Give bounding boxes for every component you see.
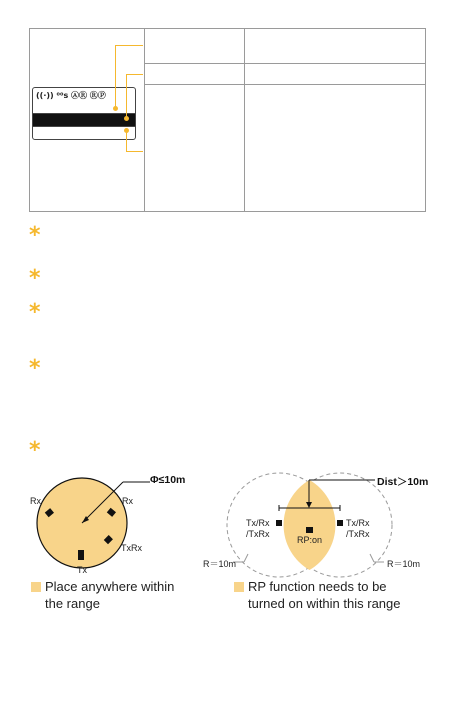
radius-leader bbox=[370, 554, 374, 562]
note-asterisk-icon: * bbox=[29, 356, 41, 381]
callout-line bbox=[126, 74, 143, 75]
callout-line bbox=[115, 45, 143, 46]
rx-right-label: Rx bbox=[122, 496, 133, 506]
radius-left-label: R＝10m bbox=[203, 559, 237, 569]
lcd-highlight-bar bbox=[33, 114, 135, 126]
table-divider-col1 bbox=[144, 29, 145, 211]
radius-leader bbox=[244, 554, 248, 562]
table-divider-col2 bbox=[244, 29, 245, 211]
legend-swatch bbox=[234, 582, 244, 592]
callout-dot bbox=[124, 116, 129, 121]
transmitter-block bbox=[78, 550, 84, 560]
repeater-block bbox=[306, 527, 313, 533]
txrx-label: TxRx bbox=[121, 543, 142, 553]
callout-dot bbox=[124, 128, 129, 133]
legend-swatch bbox=[31, 582, 41, 592]
table-divider-row1 bbox=[144, 63, 425, 64]
callout-line bbox=[115, 45, 116, 108]
tx-label: Tx bbox=[77, 565, 87, 575]
left-device-block bbox=[276, 520, 282, 526]
note-asterisk-icon: * bbox=[29, 300, 41, 325]
callout-line bbox=[126, 151, 143, 152]
repeater-label: RP:on bbox=[297, 535, 323, 545]
left-device-label: Tx/Rx /TxRx bbox=[246, 518, 270, 539]
note-asterisk-icon: * bbox=[29, 266, 41, 291]
table-divider-row2 bbox=[144, 84, 425, 85]
radius-right-label: R＝10m bbox=[387, 559, 421, 569]
callout-line bbox=[126, 130, 127, 151]
callout-dot bbox=[113, 106, 118, 111]
note-asterisk-icon: * bbox=[29, 438, 41, 463]
rx-left-label: Rx bbox=[30, 496, 41, 506]
range-circle-diagram bbox=[20, 470, 200, 580]
lcd-status-icons: ((·)) ⁰⁰s ⒶⓇ ⓇⓅ bbox=[36, 91, 106, 100]
note-asterisk-icon: * bbox=[29, 223, 41, 248]
distance-label: Dist＞10m bbox=[377, 476, 429, 488]
right-device-block bbox=[337, 520, 343, 526]
callout-line bbox=[126, 74, 127, 118]
lcd-screen-illustration bbox=[32, 87, 136, 140]
legend-left-text: Place anywhere within the range bbox=[45, 579, 175, 611]
legend-right-text: RP function needs to be turned on within this range bbox=[248, 579, 401, 611]
range-label: Φ≤10m bbox=[150, 474, 186, 486]
right-device-label: Tx/Rx /TxRx bbox=[346, 518, 370, 539]
lcd-divider bbox=[33, 126, 135, 127]
